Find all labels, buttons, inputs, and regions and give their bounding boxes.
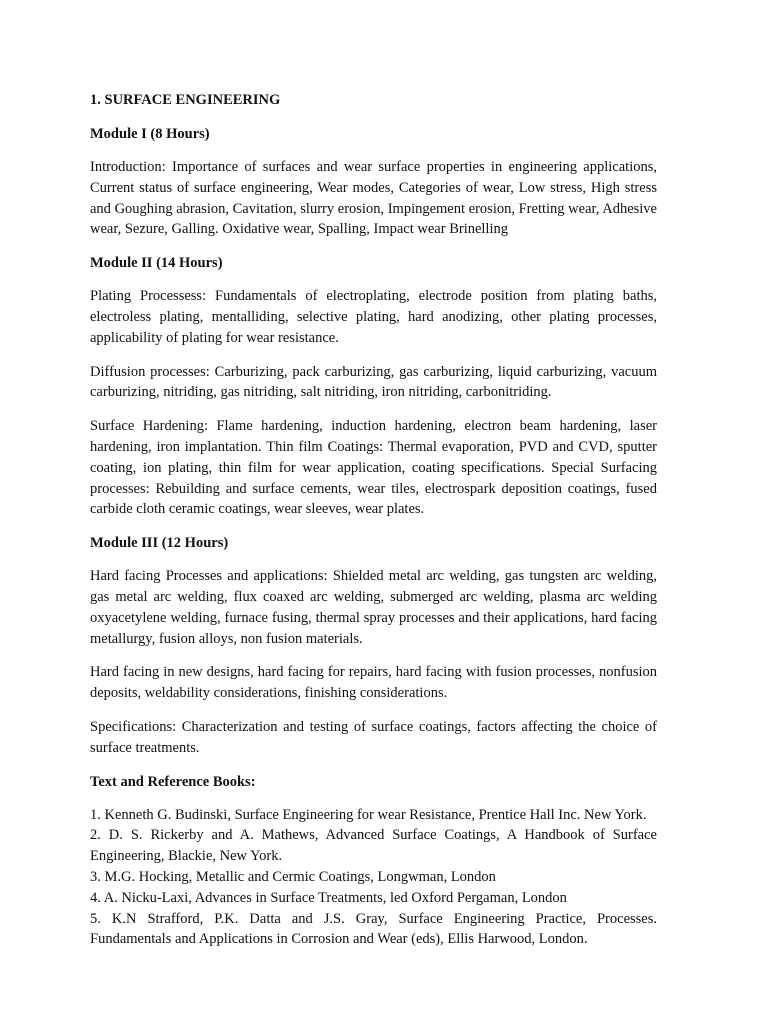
module-2-paragraph-1: Plating Processess: Fundamentals of electroplating, electrode position from plating baths, electroless plating, mentalliding, selective plating, hard anodizing, other plating processes, applicability of plating for wear resistance. — [90, 288, 657, 346]
module-1-heading: Module I (8 Hours) — [90, 126, 210, 142]
module-1-paragraph-1: Introduction: Importance of surfaces and wear surface properties in engineering applications, Current status of surface engineering, Wear modes, Categories of wear, Low stress, High stress and Goughing abrasion, Cavitation, slurry erosion, Impingement erosion, Fretting wear, Adhesive wear, Sezure, Galling. Oxidative wear, Spalling, Impact wear Brinelling — [90, 159, 657, 238]
reference-item: 3. M.G. Hocking, Metallic and Cermic Coatings, Longwman, London — [90, 868, 496, 885]
references-list — [90, 805, 657, 951]
module-3-heading: Module III (12 Hours) — [90, 535, 229, 552]
module-3-section — [90, 533, 657, 758]
reference-item: 1. Kenneth G. Budinski, Surface Engineering for wear Resistance, Prentice Hall Inc. New York. — [90, 806, 647, 823]
module-3-paragraph-2: Hard facing in new designs, hard facing for repairs, hard facing with fusion processes, nonfusion deposits, weldability considerations, finishing considerations. — [90, 664, 657, 702]
module-2-heading: Module II (14 Hours) — [90, 255, 223, 272]
references-section — [90, 772, 657, 951]
document-page — [90, 90, 657, 950]
module-1-section — [90, 124, 657, 240]
module-2-paragraph-2: Diffusion processes: Carburizing, pack carburizing, gas carburizing, liquid carburizing, vacuum carburizing, nitriding, gas nitriding, salt nitriding, iron nitriding, carbonitriding. — [90, 363, 657, 401]
reference-item: 4. A. Nicku-Laxi, Advances in Surface Treatments, led Oxford Pergaman, London — [90, 889, 567, 906]
module-3-paragraph-1: Hard facing Processes and applications: Shielded metal arc welding, gas tungsten arc welding, gas metal arc welding, flux coaxed arc welding, submerged arc welding, plasma arc welding oxyacetylene welding, furnace fusing, thermal spray processes and their applications, hard facing metallurgy, fusion alloys, non fusion materials. — [90, 568, 657, 647]
reference-item: 5. K.N Strafford, P.K. Datta and J.S. Gray, Surface Engineering Practice, Processes. Fundamentals and Applications in Corrosion and Wear (eds), Ellis Harwood, London. — [90, 910, 657, 948]
module-2-paragraph-3: Surface Hardening: Flame hardening, induction hardening, electron beam hardening, laser hardening, iron implantation. Thin film Coatings: Thermal evaporation, PVD and CVD, sputter coating, ion plating, thin film for wear application, coating specifications. Special Surfacing processes: Rebuilding and surface cements, wear tiles, electrospark deposition coatings, fused carbide cloth ceramic coatings, wear sleeves, wear plates. — [90, 418, 657, 518]
references-heading: Text and Reference Books: — [90, 773, 256, 790]
reference-item: 2. D. S. Rickerby and A. Mathews, Advanced Surface Coatings, A Handbook of Surface Engineering, Blackie, New York. — [90, 827, 657, 865]
page-title: 1. SURFACE ENGINEERING — [90, 92, 281, 108]
module-3-paragraph-3: Specifications: Characterization and testing of surface coatings, factors affecting the choice of surface treatments. — [90, 718, 657, 756]
module-2-section — [90, 253, 657, 520]
